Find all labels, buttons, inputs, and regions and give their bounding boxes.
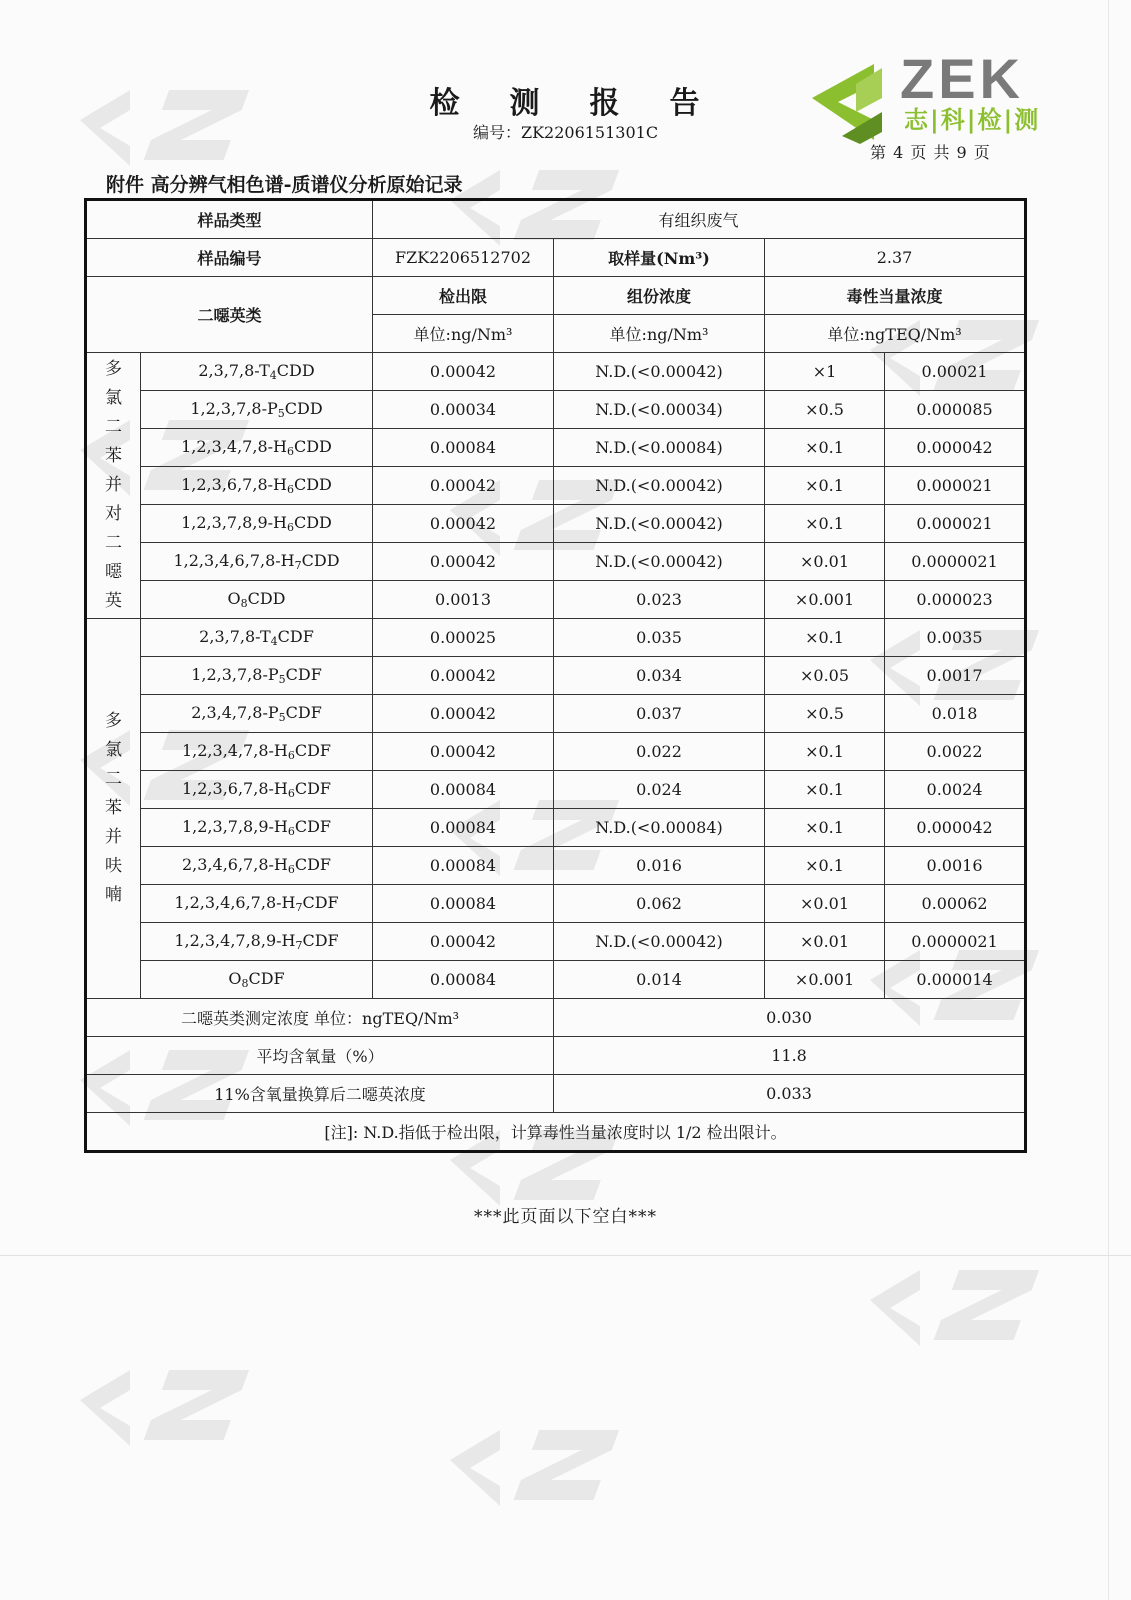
teq-cell: 0.000021 bbox=[885, 505, 1026, 543]
group-label-char: 喃 bbox=[105, 885, 122, 905]
concentration-cell: 0.037 bbox=[554, 695, 765, 733]
group-label-char: 二 bbox=[105, 769, 122, 789]
report-number-label: 编号： bbox=[472, 123, 521, 142]
compound-name-part: CDF bbox=[285, 665, 322, 684]
summary-label: 11%含氧量换算后二噁英浓度 bbox=[86, 1075, 554, 1113]
compound-row bbox=[86, 771, 1026, 809]
teq-cell: 0.0017 bbox=[885, 657, 1026, 695]
compound-name-part: CDD bbox=[293, 475, 332, 494]
sample-type-row bbox=[86, 200, 1026, 239]
logo-subtitle: 志|科|检|测 bbox=[904, 106, 1041, 134]
compound-name-part: CDD bbox=[276, 361, 315, 380]
compound-name-part: CDF bbox=[302, 931, 339, 950]
summary-label: 二噁英类测定浓度 单位：ngTEQ/Nm³ bbox=[86, 999, 554, 1037]
compound-row bbox=[86, 885, 1026, 923]
tef-cell: ×0.01 bbox=[765, 923, 885, 961]
compound-row bbox=[86, 657, 1026, 695]
compound-name-part: 1,2,3,4,7,8,9-H bbox=[174, 931, 296, 950]
compound-name-subscript: 6 bbox=[286, 521, 294, 534]
compound-name-part: CDF bbox=[277, 627, 314, 646]
compound-name bbox=[141, 619, 373, 657]
detect-limit-cell: 0.00042 bbox=[373, 467, 554, 505]
table-note: [注]: N.D.指低于检出限，计算毒性当量浓度时以 1/2 检出限计。 bbox=[86, 1113, 1026, 1152]
teq-cell: 0.000042 bbox=[885, 809, 1026, 847]
compound-name-part: 1,2,3,7,8-P bbox=[190, 399, 278, 418]
watermark-logo bbox=[440, 1400, 630, 1530]
tef-cell: ×0.1 bbox=[765, 505, 885, 543]
tef-cell: ×0.1 bbox=[765, 771, 885, 809]
concentration-cell: N.D.(<0.00042) bbox=[554, 505, 765, 543]
detect-limit-cell: 0.00034 bbox=[373, 391, 554, 429]
compound-name-part: CDD bbox=[301, 551, 340, 570]
title-char: 报 bbox=[589, 86, 622, 121]
compound-row bbox=[86, 543, 1026, 581]
teq-cell: 0.0016 bbox=[885, 847, 1026, 885]
compound-row bbox=[86, 961, 1026, 999]
tef-cell: ×0.01 bbox=[765, 543, 885, 581]
detect-limit-cell: 0.00084 bbox=[373, 429, 554, 467]
compound-name-part: 1,2,3,7,8-P bbox=[191, 665, 279, 684]
page-fold-line bbox=[0, 1255, 1131, 1256]
teq-cell: 0.000042 bbox=[885, 429, 1026, 467]
compound-name bbox=[141, 581, 373, 619]
concentration-cell: 0.023 bbox=[554, 581, 765, 619]
concentration-cell: 0.034 bbox=[554, 657, 765, 695]
concentration-cell: 0.022 bbox=[554, 733, 765, 771]
compound-name-subscript: 7 bbox=[295, 939, 303, 952]
compound-name bbox=[141, 847, 373, 885]
concentration-cell: N.D.(<0.00042) bbox=[554, 353, 765, 391]
unit-teq: 单位:ngTEQ/Nm³ bbox=[765, 315, 1026, 353]
group-label bbox=[86, 619, 141, 999]
summary-row bbox=[86, 1075, 1026, 1113]
compound-name-part: 1,2,3,4,6,7,8-H bbox=[173, 551, 295, 570]
compound-name-part: CDD bbox=[284, 399, 323, 418]
detect-limit-cell: 0.00042 bbox=[373, 923, 554, 961]
compound-name-part: 2,3,7,8-T bbox=[198, 361, 270, 380]
tef-cell: ×0.001 bbox=[765, 961, 885, 999]
compound-row bbox=[86, 467, 1026, 505]
compound-name-part: O bbox=[228, 969, 242, 988]
sample-no-label: 样品编号 bbox=[86, 239, 373, 277]
group-label-char: 氯 bbox=[105, 740, 122, 760]
detect-limit-cell: 0.00042 bbox=[373, 695, 554, 733]
compound-name-subscript: 5 bbox=[278, 673, 286, 686]
group-label-char: 氯 bbox=[105, 388, 122, 408]
compound-name-subscript: 6 bbox=[286, 483, 294, 496]
summary-label: 平均含氧量（%） bbox=[86, 1037, 554, 1075]
tef-cell: ×0.1 bbox=[765, 733, 885, 771]
teq-cell: 0.000023 bbox=[885, 581, 1026, 619]
concentration-cell: 0.024 bbox=[554, 771, 765, 809]
compound-name-part: CDF bbox=[294, 817, 332, 836]
group-label-char: 并 bbox=[105, 827, 122, 847]
page-edge-line bbox=[1108, 0, 1109, 1600]
unit-concentration: 单位:ng/Nm³ bbox=[554, 315, 765, 353]
sample-no-value: FZK2206512702 bbox=[373, 239, 554, 277]
compound-name-part: CDF bbox=[294, 779, 332, 798]
compound-name-part: 2,3,4,6,7,8-H bbox=[181, 855, 288, 874]
compound-name bbox=[141, 353, 373, 391]
title-char: 告 bbox=[669, 86, 702, 121]
compound-name bbox=[141, 543, 373, 581]
compound-row bbox=[86, 847, 1026, 885]
detect-limit-cell: 0.00025 bbox=[373, 619, 554, 657]
detect-limit-cell: 0.0013 bbox=[373, 581, 554, 619]
compound-name-subscript: 7 bbox=[294, 559, 302, 572]
group-label-char: 对 bbox=[105, 504, 122, 524]
group-label-char: 噁 bbox=[105, 562, 122, 582]
compound-name-part: CDD bbox=[293, 437, 332, 456]
teq-cell: 0.018 bbox=[885, 695, 1026, 733]
end-note: ***此页面以下空白*** bbox=[474, 1207, 657, 1227]
teq-cell: 0.000014 bbox=[885, 961, 1026, 999]
compound-name-subscript: 8 bbox=[240, 597, 248, 610]
compound-name bbox=[141, 733, 373, 771]
compound-name-part: 1,2,3,4,6,7,8-H bbox=[174, 893, 296, 912]
detect-limit-cell: 0.00042 bbox=[373, 505, 554, 543]
group-label-char: 苯 bbox=[105, 798, 122, 818]
detect-limit-cell: 0.00042 bbox=[373, 733, 554, 771]
compound-name bbox=[141, 885, 373, 923]
page-info: 第 4 页 共 9 页 bbox=[870, 143, 991, 162]
compound-row bbox=[86, 733, 1026, 771]
sample-type-value: 有组织废气 bbox=[373, 200, 1026, 239]
compound-name bbox=[141, 505, 373, 543]
compound-name bbox=[141, 809, 373, 847]
concentration-cell: N.D.(<0.00042) bbox=[554, 467, 765, 505]
appendix-title: 附件 高分辨气相色谱-质谱仪分析原始记录 bbox=[106, 174, 463, 196]
col-concentration: 组份浓度 bbox=[554, 277, 765, 315]
teq-cell: 0.0024 bbox=[885, 771, 1026, 809]
compound-name-part: CDF bbox=[294, 855, 332, 874]
detect-limit-cell: 0.00084 bbox=[373, 847, 554, 885]
tef-cell: ×0.5 bbox=[765, 391, 885, 429]
group-label-char: 多 bbox=[105, 359, 122, 379]
teq-cell: 0.0022 bbox=[885, 733, 1026, 771]
compound-name-part: 1,2,3,6,7,8-H bbox=[181, 779, 288, 798]
compound-name-subscript: 6 bbox=[287, 787, 295, 800]
compound-name-subscript: 6 bbox=[286, 445, 294, 458]
group-label-char: 英 bbox=[105, 591, 122, 611]
compound-name-part: 1,2,3,7,8,9-H bbox=[181, 817, 288, 836]
compound-name bbox=[141, 961, 373, 999]
logo-wordmark: ZEK bbox=[900, 47, 1024, 110]
detect-limit-cell: 0.00084 bbox=[373, 771, 554, 809]
compound-row bbox=[86, 581, 1026, 619]
concentration-cell: N.D.(<0.00034) bbox=[554, 391, 765, 429]
teq-cell: 0.0000021 bbox=[885, 923, 1026, 961]
summary-row bbox=[86, 999, 1026, 1037]
compound-name-part: 1,2,3,7,8,9-H bbox=[181, 513, 287, 532]
group-label-char: 并 bbox=[105, 475, 122, 495]
compound-name-part: 2,3,4,7,8-P bbox=[191, 703, 279, 722]
tef-cell: ×0.05 bbox=[765, 657, 885, 695]
tef-cell: ×1 bbox=[765, 353, 885, 391]
summary-value: 0.033 bbox=[554, 1075, 1026, 1113]
compound-name bbox=[141, 391, 373, 429]
summary-value: 0.030 bbox=[554, 999, 1026, 1037]
compound-name-subscript: 6 bbox=[287, 863, 295, 876]
compound-name-part: O bbox=[227, 589, 241, 608]
compound-name-part: 1,2,3,4,7,8-H bbox=[181, 741, 288, 760]
compound-row bbox=[86, 391, 1026, 429]
sample-volume-label: 取样量(Nm³) bbox=[554, 239, 765, 277]
compound-row bbox=[86, 353, 1026, 391]
watermark-logo bbox=[70, 1340, 260, 1470]
watermark-logo bbox=[860, 1240, 1050, 1370]
compound-name-part: 1,2,3,4,7,8-H bbox=[181, 437, 287, 456]
compound-name bbox=[141, 695, 373, 733]
group-label-char: 多 bbox=[105, 711, 122, 731]
compound-name-subscript: 6 bbox=[287, 749, 295, 762]
sample-no-row bbox=[86, 239, 1026, 277]
detect-limit-cell: 0.00042 bbox=[373, 543, 554, 581]
compound-name bbox=[141, 467, 373, 505]
tef-cell: ×0.01 bbox=[765, 885, 885, 923]
teq-cell: 0.00062 bbox=[885, 885, 1026, 923]
compound-row bbox=[86, 923, 1026, 961]
concentration-cell: 0.035 bbox=[554, 619, 765, 657]
compound-name-part: CDF bbox=[248, 969, 285, 988]
compound-row bbox=[86, 429, 1026, 467]
compound-name bbox=[141, 771, 373, 809]
concentration-cell: 0.016 bbox=[554, 847, 765, 885]
compound-name-part: 2,3,7,8-T bbox=[199, 627, 271, 646]
compound-name-part: 1,2,3,6,7,8-H bbox=[181, 475, 287, 494]
compound-name-part: CDD bbox=[247, 589, 286, 608]
tef-cell: ×0.1 bbox=[765, 429, 885, 467]
concentration-cell: 0.062 bbox=[554, 885, 765, 923]
compound-name bbox=[141, 657, 373, 695]
compound-name-part: CDF bbox=[294, 741, 332, 760]
concentration-cell: N.D.(<0.00084) bbox=[554, 809, 765, 847]
title-char: 测 bbox=[509, 86, 542, 121]
compound-name-subscript: 5 bbox=[278, 711, 286, 724]
compound-row bbox=[86, 505, 1026, 543]
tef-cell: ×0.1 bbox=[765, 809, 885, 847]
group-label-char: 呋 bbox=[105, 856, 122, 876]
summary-value: 11.8 bbox=[554, 1037, 1026, 1075]
compound-name-subscript: 5 bbox=[277, 407, 285, 420]
compound-name-part: CDD bbox=[293, 513, 332, 532]
compound-name-subscript: 4 bbox=[270, 635, 278, 648]
detect-limit-cell: 0.00042 bbox=[373, 353, 554, 391]
detect-limit-cell: 0.00084 bbox=[373, 961, 554, 999]
teq-cell: 0.0000021 bbox=[885, 543, 1026, 581]
report-number-value: ZK2206151301C bbox=[520, 123, 659, 142]
detect-limit-cell: 0.00084 bbox=[373, 809, 554, 847]
compound-row bbox=[86, 619, 1026, 657]
unit-detect-limit: 单位:ng/Nm³ bbox=[373, 315, 554, 353]
detect-limit-cell: 0.00042 bbox=[373, 657, 554, 695]
compound-name-subscript: 4 bbox=[269, 369, 277, 382]
note-row bbox=[86, 1113, 1026, 1152]
dioxin-results-table bbox=[84, 198, 1027, 1153]
tef-cell: ×0.5 bbox=[765, 695, 885, 733]
tef-cell: ×0.1 bbox=[765, 467, 885, 505]
compound-name-part: CDF bbox=[302, 893, 339, 912]
teq-cell: 0.0035 bbox=[885, 619, 1026, 657]
compound-name-subscript: 7 bbox=[295, 901, 303, 914]
sample-type-label: 样品类型 bbox=[86, 200, 373, 239]
compound-row bbox=[86, 809, 1026, 847]
tef-cell: ×0.1 bbox=[765, 619, 885, 657]
compound-name-subscript: 6 bbox=[287, 825, 295, 838]
compound-row bbox=[86, 695, 1026, 733]
detect-limit-cell: 0.00084 bbox=[373, 885, 554, 923]
class-label: 二噁英类 bbox=[86, 277, 373, 353]
compound-name bbox=[141, 429, 373, 467]
group-label-char: 二 bbox=[105, 417, 122, 437]
group-label bbox=[86, 353, 141, 619]
tef-cell: ×0.001 bbox=[765, 581, 885, 619]
col-teq: 毒性当量浓度 bbox=[765, 277, 1026, 315]
concentration-cell: 0.014 bbox=[554, 961, 765, 999]
group-label-char: 二 bbox=[105, 533, 122, 553]
col-detect-limit: 检出限 bbox=[373, 277, 554, 315]
concentration-cell: N.D.(<0.00042) bbox=[554, 923, 765, 961]
concentration-cell: N.D.(<0.00042) bbox=[554, 543, 765, 581]
teq-cell: 0.000021 bbox=[885, 467, 1026, 505]
title-char: 检 bbox=[429, 86, 462, 121]
compound-name bbox=[141, 923, 373, 961]
sample-volume-value: 2.37 bbox=[765, 239, 1026, 277]
teq-cell: 0.000085 bbox=[885, 391, 1026, 429]
concentration-cell: N.D.(<0.00084) bbox=[554, 429, 765, 467]
tef-cell: ×0.1 bbox=[765, 847, 885, 885]
compound-name-part: CDF bbox=[285, 703, 322, 722]
group-label-char: 苯 bbox=[105, 446, 122, 466]
compound-name-subscript: 8 bbox=[241, 977, 249, 990]
column-header-row bbox=[86, 277, 1026, 315]
summary-row bbox=[86, 1037, 1026, 1075]
teq-cell: 0.00021 bbox=[885, 353, 1026, 391]
